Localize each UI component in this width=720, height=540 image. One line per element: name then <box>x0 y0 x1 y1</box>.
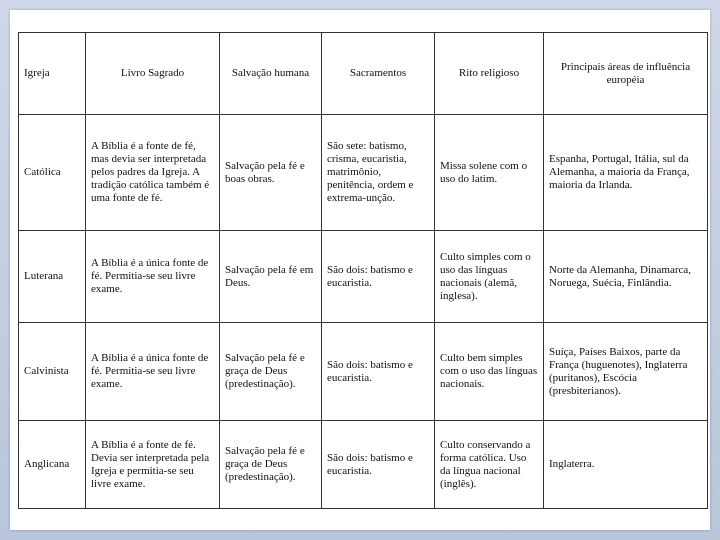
table-row <box>19 421 708 509</box>
cell-areas: Norte da Alemanha, Dinamarca, Noruega, Suécia, Finlândia. <box>544 231 708 323</box>
cell-areas: Suíça, Países Baixos, parte da França (huguenotes), Inglaterra (puritanos), Escócia (presbiterianos). <box>544 323 708 421</box>
header-salvacao-humana: Salvação humana <box>220 33 322 115</box>
cell-sacramentos: São sete: batismo, crisma, eucaristia, matrimônio, penitência, ordem e extrema-unção. <box>322 115 435 231</box>
cell-livro-sagrado: A Bíblia é a única fonte de fé. Permitia-se seu livre exame. <box>86 231 220 323</box>
religions-comparison-table <box>18 32 708 509</box>
cell-rito: Culto simples com o uso das línguas nacionais (alemã, inglesa). <box>435 231 544 323</box>
document-page <box>10 10 710 530</box>
cell-igreja: Calvinista <box>19 323 86 421</box>
cell-rito: Missa solene com o uso do latim. <box>435 115 544 231</box>
table-row <box>19 323 708 421</box>
header-igreja: Igreja <box>19 33 86 115</box>
table-header-row <box>19 33 708 115</box>
cell-livro-sagrado: A Bíblia é a fonte de fé, mas devia ser interpretada pelos padres da Igreja. A tradição católica também é uma fonte de fé. <box>86 115 220 231</box>
cell-areas: Inglaterra. <box>544 421 708 509</box>
cell-livro-sagrado: A Bíblia é a única fonte de fé. Permitia-se seu livre exame. <box>86 323 220 421</box>
cell-livro-sagrado: A Bíblia é a fonte de fé. Devia ser interpretada pela Igreja e permitia-se seu livre exame. <box>86 421 220 509</box>
cell-sacramentos: São dois: batismo e eucaristia. <box>322 231 435 323</box>
cell-salvacao: Salvação pela fé em Deus. <box>220 231 322 323</box>
cell-salvacao: Salvação pela fé e graça de Deus (predestinação). <box>220 323 322 421</box>
cell-rito: Culto conservando a forma católica. Uso da língua nacional (inglês). <box>435 421 544 509</box>
table-row <box>19 231 708 323</box>
header-areas-influencia: Principais áreas de influência européia <box>544 33 708 115</box>
cell-salvacao: Salvação pela fé e boas obras. <box>220 115 322 231</box>
header-rito-religioso: Rito religioso <box>435 33 544 115</box>
header-sacramentos: Sacramentos <box>322 33 435 115</box>
cell-salvacao: Salvação pela fé e graça de Deus (predestinação). <box>220 421 322 509</box>
cell-areas: Espanha, Portugal, Itália, sul da Alemanha, a maioria da França, maioria da Irlanda. <box>544 115 708 231</box>
cell-rito: Culto bem simples com o uso das línguas nacionais. <box>435 323 544 421</box>
cell-sacramentos: São dois: batismo e eucaristia. <box>322 323 435 421</box>
cell-igreja: Católica <box>19 115 86 231</box>
cell-igreja: Luterana <box>19 231 86 323</box>
header-livro-sagrado: Livro Sagrado <box>86 33 220 115</box>
cell-igreja: Anglicana <box>19 421 86 509</box>
table-row <box>19 115 708 231</box>
cell-sacramentos: São dois: batismo e eucaristia. <box>322 421 435 509</box>
